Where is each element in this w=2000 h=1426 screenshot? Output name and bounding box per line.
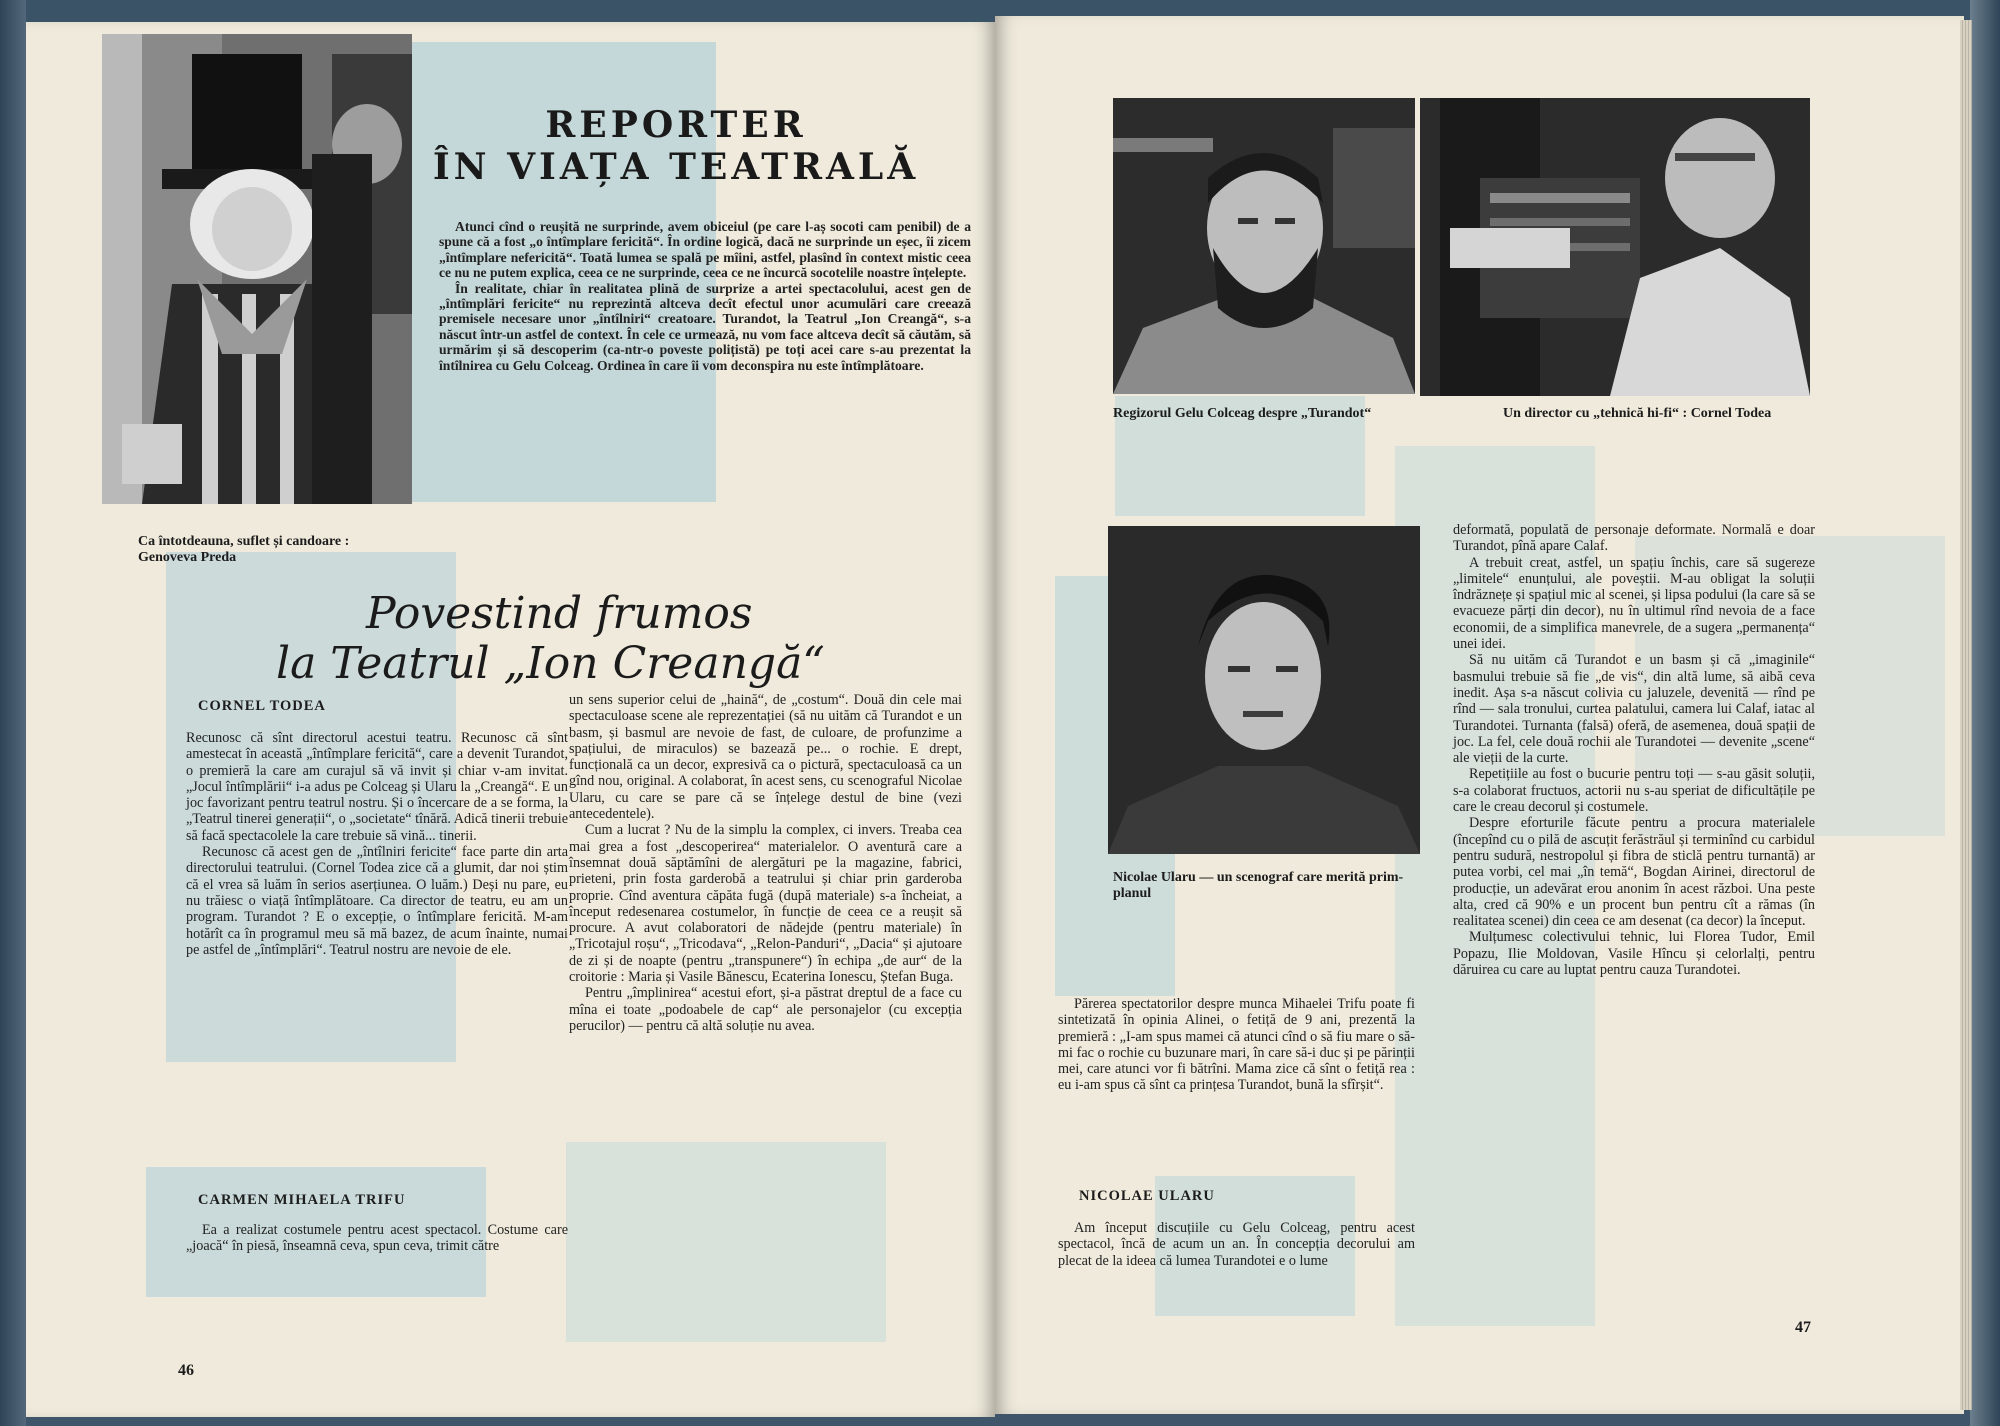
body-paragraph: deformată, populată de personaje deformate. Normală e doar Turandot, pînă apare Calaf.	[1453, 522, 1815, 555]
section-head-carmen-trifu: CARMEN MIHAELA TRIFU	[198, 1192, 406, 1208]
body-paragraph: Mulțumesc colectivului tehnic, lui Florea Tudor, Emil Popazu, Ilie Moldovan, Vasile Hîncu și celorlalți, pentru dăruirea cu care au luptat pentru cauza Turandotei.	[1453, 929, 1815, 979]
body-paragraph: Repetițiile au fost o bucurie pentru toți — s-au găsit soluții, s-a colaborat fructuos, actorii nu s-au speriat de dificultățile pe care le creau decorul și costumele.	[1453, 766, 1815, 816]
section-head-nicolae-ularu: NICOLAE ULARU	[1079, 1188, 1215, 1204]
right-page	[995, 16, 1964, 1414]
page-edges-stack	[1960, 20, 1972, 1410]
right-middle-column	[1058, 996, 1415, 1094]
photo-cornel-todea	[1420, 98, 1810, 396]
intro-paragraph: Atunci cînd o reușită ne surprinde, avem obiceiul (pe care l-aș socoti cam penibil) de a spune că a fost „o întîmplare fericită“. În ordine logică, dacă ne surprinde un eșec, îi zicem „întîmplare nefericită“. Toată lumea se spală pe mîini, astfel, plasînd în context mistic ceea ce nu ne putem explica, ceea ce ne surprinde, ceea ce ne încurcă socotelile noastre înțelepte.	[439, 219, 971, 281]
left-column-text	[186, 730, 568, 958]
page-number-left: 46	[178, 1362, 194, 1379]
page-number-right: 47	[1795, 1319, 1811, 1336]
section-title-line1: REPORTER	[545, 104, 807, 146]
photo-gelu-colceag	[1113, 98, 1415, 394]
body-paragraph: Cum a lucrat ? Nu de la simplu la complex, ci invers. Treaba cea mai grea a fost „descoperirea“ materialelor. O aventură care a însemnat două săptămîni de alergături pe la magazine, fabrici, prieteni, prin fosta garderobă a teatrului și chiar prin garderoba proprie. Cînd aventura căpăta fugă (după materiale) s-a încheiat, a început redesenarea costumelor, în funcție de ceea ce a reușit să procure. A avut colaboratori de nădejde (pentru materiale) în „Tricotajul roșu“, „Tricodava“, „Relon-Panduri“, „Dacia“ și ajutoare de zi și de noapte (pentru „transpunere“) în echipa „de aur“ de la croitorie : Maria și Vasile Bănescu, Ecaterina Ionescu, Ștefan Buga.	[569, 822, 962, 986]
intro-paragraph: În realitate, chiar în realitatea plină de surprize a artei spectacolului, acest gen de „întîmplări fericite“ nu reprezintă altceva decît efectul unor acumulări care creează premisele necesare unor „întîlniri“ creatoare. Turandot, la Teatrul „Ion Creangă“, s-a născut într-un astfel de context. În cele ce urmează, nu vom face altceva decît să căutăm, să urmărim și să descoperim (ca-ntr-o poveste polițistă) pe toți acei care s-au prezentat la întîlnirea cu Gelu Colceag. Ordinea în care îi vom deconspira nu este întîmplătoare.	[439, 280, 971, 373]
body-paragraph: Recunosc că sînt directorul acestui teatru. Recunosc că sînt amestecat în această „întîmplare fericită“, care a devenit Turandot, o premieră la care am curajul să vă invit și chiar v-am invitat. „Jocul întîmplării“ i-a adus pe Colceag și Ularu la „Creangă“. E un joc favorizant pentru teatrul nostru. Și o încercare de a se forma, la „Teatrul tinerei generații“, o „societate“ tînără. Adică tinerii trebuie să facă spectacolele la care trebuie să vină... tinerii.	[186, 730, 568, 844]
body-paragraph: Recunosc că acest gen de „întîlniri fericite“ face parte din arta directorului teatrului. (Cornel Todea zice că a glumit, dar noi știm că el vrea să luăm în serios aserțiunea. O luăm.) Deși nu pare, eu nu trăiesc o viață întîmplătoare. Ca director de teatru, eu am un program. Turandot ? E o excepție, o întîmplare fericită. M-am hotărît ca în programul meu să mă bazez, de acum înainte, numai pe astfel de „întîmplări“. Teatrul nostru are nevoie de ele.	[186, 844, 568, 958]
article-headline-line1: Povestind frumos	[366, 588, 753, 639]
body-paragraph: Despre eforturile făcute pentru a procura materialele (începînd cu o pilă de ascuțit ferăstrăul și terminînd cu carbidul pentru sudură, nestropolul și fibra de sticlă pentru turnantă) ar putea vorbi, cel mai „în temă“, Bogdan Airinei, directorul de producție, un adevărat erou anonim în acest război. Una peste alta, cred că 90% e un procent bun pentru cît a rămas (în realitatea scenei) din ceea ce am desenat (ca decor) la început.	[1453, 815, 1815, 930]
photo-director-portrait	[1113, 98, 1415, 394]
left-page	[26, 22, 995, 1417]
section-title-line2: ÎN VIAȚA TEATRALĂ	[432, 146, 920, 188]
body-paragraph: Pentru „împlinirea“ acestui efort, și-a păstrat dreptul de a face cu mîna ei toate „podoabele de cap“ ale personajelor (cu excepția perucilor) — pentru că altă soluție nu avea.	[569, 985, 962, 1034]
photo-set-designer-portrait	[1108, 526, 1420, 854]
tint-block	[566, 1142, 886, 1342]
photo-actress-costume	[102, 34, 412, 504]
body-paragraph: Părerea spectatorilor despre munca Mihaelei Trifu poate fi sintetizată în opinia Alinei, o fetiță de 9 ani, prezentă la premieră : „I-am spus mamei că atunci cînd o să fiu mare o să-mi fac o rochie cu buzunare mari, în care să-i duc și pe părinții mei, care atunci vor fi bătrîni. Mama zice că sînt o fetiță rea : eu i-am spus că sînt ca prințesa Turandot, bună la sfîrșit“.	[1058, 996, 1415, 1094]
photo-caption-genoveva: Ca întotdeauna, suflet și candoare : Genoveva Preda	[138, 534, 350, 565]
body-paragraph: Ea a realizat costumele pentru acest spectacol. Costume care „joacă“ în piesă, înseamnă ceva, spun ceva, trimit către	[186, 1222, 568, 1255]
article-headline-line2: la Teatrul „Ion Creangă“	[276, 638, 825, 689]
binding-left-edge	[0, 0, 26, 1426]
photo-caption-todea: Un director cu „tehnică hi-fi“ : Cornel Todea	[1503, 406, 1772, 421]
photo-director-equipment	[1420, 98, 1810, 396]
body-paragraph: Să nu uităm că Turandot e un basm și că „imaginile“ basmului trebuie să fie „de vis“, din altă lume, să aibă ceva inedit. Așa s-a născut colivia cu jaluzele, devenită — rînd pe rînd — sala tronului, curtea palatului, camera lui Calaf, iatac al Turandotei. Turnanta (falsă) oferă, de asemenea, două spații de joc. La fel, cele două rochii ale Turandotei — devenite „scene“ ale vieții de la curte.	[1453, 652, 1815, 767]
photo-nicolae-ularu	[1108, 526, 1420, 854]
right-column-text	[1453, 522, 1815, 978]
photo-caption-ularu: Nicolae Ularu — un scenograf care merită prim-planul	[1113, 870, 1404, 901]
left-column-end	[186, 1222, 568, 1255]
body-paragraph: Am început discuțiile cu Gelu Colceag, pentru acest spectacol, încă de acum un an. În concepția decorului am plecat de la ideea că lumea Turandotei e o lume	[1058, 1220, 1415, 1269]
body-paragraph: un sens superior celui de „haină“, de „costum“. Două din cele mai spectaculoase scene ale reprezentației (să nu uităm că Turandot e un basm, și basmul are nevoie de fast, de culoare, de profunzime a spațiului, de miraculos) se bazează pe... o rochie. E drept, funcțională ca un decor, expresivă ca o pictură, spectaculoasă ca un gînd nou, original. A colaborat, în acest sens, cu scenograful Nicolae Ularu, cu care se pare că se înțelege destul de bine (vezi antecedentele).	[569, 692, 962, 823]
photo-genoveva-preda	[102, 34, 412, 504]
photo-caption-colceag: Regizorul Gelu Colceag despre „Turandot“	[1113, 406, 1372, 421]
body-paragraph: A trebuit creat, astfel, un spațiu închis, care să sugereze „limitele“ enunțului, ale poveștii. M-au obligat la soluții îndrăznețe și spațiul mic al scenei, și lipsa podului (la care să se evacueze părți din decor), nu în ultimul rînd nevoia de a face economii, de a simplifica manevrele, de a sugera „permanența“ unei idei.	[1453, 554, 1815, 653]
middle-column-text	[569, 692, 962, 1034]
right-middle-column-end	[1058, 1220, 1415, 1269]
intro-text	[439, 219, 971, 373]
binding-right-edge	[1970, 0, 2000, 1426]
section-head-cornel-todea: CORNEL TODEA	[198, 698, 326, 714]
